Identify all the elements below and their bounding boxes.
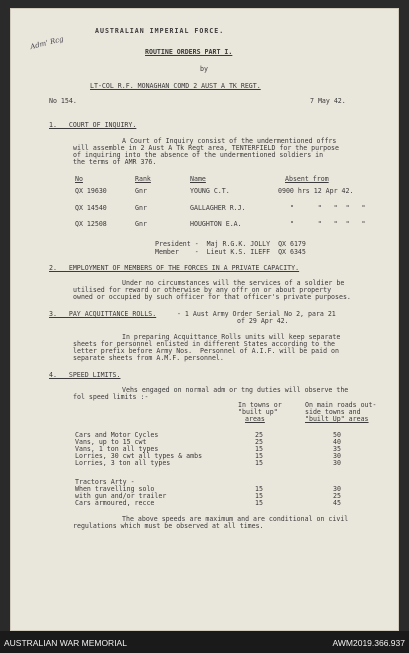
footer-institution: AUSTRALIAN WAR MEMORIAL [4, 638, 127, 648]
speed-col-header-roads: On main roads out- [305, 401, 377, 409]
speed-row-label: Cars and Motor Cycles [75, 431, 159, 439]
speed-row-road: 30 [333, 452, 341, 460]
section-4-heading: 4. SPEED LIMITS. [49, 371, 121, 379]
section-3-reference: - 1 Aust Army Order Serial No 2, para 21 [173, 310, 336, 318]
speed-row-town: 15 [255, 492, 263, 500]
section-4-footnote-line: The above speeds are maximum and are conditional on civil [122, 515, 349, 523]
speed-col-header-roads: "built Up" areas [305, 415, 369, 423]
speed-row-label: When travelling solo [75, 485, 155, 493]
table-cell: QX 19630 [75, 187, 107, 195]
order-date: 7 May 42. [310, 97, 346, 105]
speed-col-header-roads: side towns and [305, 408, 361, 416]
speed-col-header-towns: areas [245, 415, 265, 423]
issuing-officer: LT-COL R.F. MONAGHAN COMD 2 AUST A TK REGT. [90, 82, 261, 90]
speed-row-label: Cars armoured, recce [75, 499, 155, 507]
col-header-no: No [75, 175, 83, 183]
speed-col-header-towns: "built up" [238, 408, 278, 416]
order-number: No 154. [49, 97, 77, 105]
table-cell: " " " " " [290, 204, 366, 212]
section-3-heading: 3. PAY ACQUITTANCE ROLLS. [49, 310, 157, 318]
document-title: AUSTRALIAN IMPERIAL FORCE. [95, 27, 225, 35]
col-header-rank: Rank [135, 175, 151, 183]
speed-row-label: Vans, up to 15 cwt [75, 438, 147, 446]
speed-row-label: Vans, 1 ton all types [75, 445, 159, 453]
table-cell: Gnr [135, 204, 147, 212]
table-cell: Gnr [135, 187, 147, 195]
speed-row-road: 30 [333, 485, 341, 493]
section-3-body-line: letter prefix before Army Nos. Personnel of A.I.F. will be paid on [73, 347, 339, 355]
by-label: by [200, 65, 208, 73]
speed-row-town: 25 [255, 438, 263, 446]
speed-row-road: 25 [333, 492, 341, 500]
speed-row-town: 15 [255, 445, 263, 453]
table-cell: Gnr [135, 220, 147, 228]
speed-col-header-towns: In towns or [238, 401, 282, 409]
section-3-body-line: sheets for personnel enlisted in different States according to the [73, 340, 336, 348]
handwritten-note: Adm' Rcg [29, 35, 65, 52]
section-3-body-line: separate sheets from A.M.F. personnel. [73, 354, 224, 362]
table-cell: QX 14540 [75, 204, 107, 212]
section-1-body-line: of inquiring into the absence of the undermentioned soldiers in [73, 151, 324, 159]
section-4-body-line: fol speed limits :- [73, 393, 149, 401]
section-1-body-line: will assemble in 2 Aust A Tk Regt area, TENTERFIELD for the purpose [73, 144, 339, 152]
president-line: President - Maj R.G.K. JOLLY QX 6179 [155, 240, 306, 248]
speed-row-town: 15 [255, 452, 263, 460]
speed-row-town: 15 [255, 499, 263, 507]
col-header-absent: Absent from [285, 175, 329, 183]
table-cell: GALLAGHER R.J. [190, 204, 246, 212]
speed-row-town: 15 [255, 485, 263, 493]
section-1-body-line: A Court of Inquiry consist of the undermentioned offrs [122, 137, 337, 145]
table-cell: HOUGHTON E.A. [190, 220, 242, 228]
section-2-body-line: owned or occupied by such officer for that officer's private purposes. [73, 293, 351, 301]
table-cell: YOUNG C.T. [190, 187, 230, 195]
section-3-body-line: In preparing Acquittance Rolls units will keep separate [122, 333, 341, 341]
speed-row-label: Lorries, 30 cwt all types & ambs [75, 452, 203, 460]
speed-row-road: 35 [333, 445, 341, 453]
speed-row-label: with gun and/or trailer [75, 492, 167, 500]
section-1-body-line: the terms of AMR 376. [73, 158, 157, 166]
table-cell: " " " " " [290, 220, 366, 228]
section-3-reference-cont: of 29 Apr 42. [237, 317, 289, 325]
section-2-heading: 2. EMPLOYMENT OF MEMBERS OF THE FORCES IN A PRIVATE CAPACITY. [49, 264, 300, 272]
speed-row-road: 40 [333, 438, 341, 446]
archive-footer [0, 631, 409, 653]
table-cell: 0900 hrs 12 Apr 42. [278, 187, 354, 195]
tractors-label: Tractors Arty - [75, 478, 135, 486]
section-4-footnote-line: regulations which must be observed at all times. [73, 522, 264, 530]
document-subtitle: ROUTINE ORDERS PART I. [145, 48, 233, 56]
speed-row-road: 50 [333, 431, 341, 439]
footer-accession-number: AWM2019.366.937 [332, 638, 405, 648]
table-cell: QX 12508 [75, 220, 107, 228]
section-2-body-line: Under no circumstances will the services of a soldier be [122, 279, 345, 287]
speed-row-road: 45 [333, 499, 341, 507]
section-1-heading: 1. COURT OF INQUIRY. [49, 121, 137, 129]
speed-row-label: Lorries, 3 ton all types [75, 459, 171, 467]
speed-row-road: 30 [333, 459, 341, 467]
speed-row-town: 15 [255, 459, 263, 467]
section-4-body-line: Vehs engaged on normal adm or tng duties will observe the [122, 386, 349, 394]
member-line: Member - Lieut K.S. ILEFF QX 6345 [155, 248, 306, 256]
section-2-body-line: utilised for reward or otherwise by any offr on or about property [73, 286, 332, 294]
speed-row-town: 25 [255, 431, 263, 439]
col-header-name: Name [190, 175, 206, 183]
